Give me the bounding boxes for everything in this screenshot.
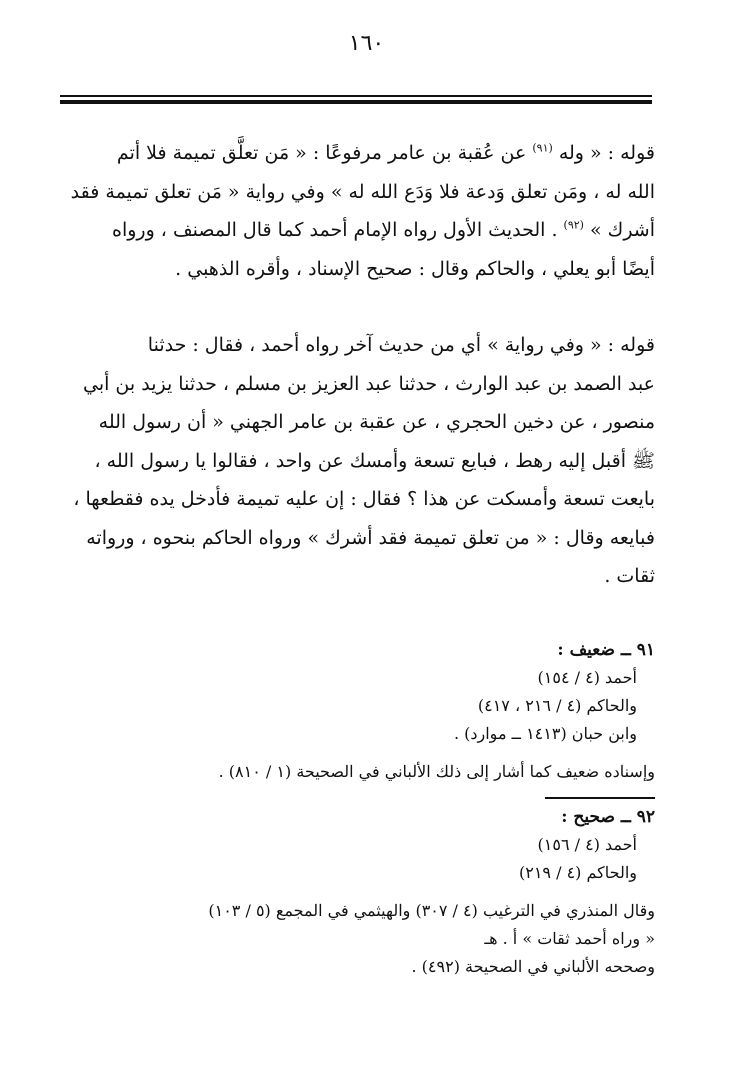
footnote-91-source-2: والحاكم (٤ / ٢١٦ ، ٤١٧) — [477, 696, 637, 715]
footnote-92 — [59, 803, 655, 981]
paragraph-2-line-2: عبد الصمد بن عبد الوارث ، حدثنا عبد العزيز بن مسلم ، حدثنا يزيد بن أبي — [82, 372, 655, 395]
footnote-92-heading: ٩٢ ــ صحيح : — [561, 807, 655, 827]
footnote-91-source-1: أحمد (٤ / ١٥٤) — [537, 668, 637, 687]
footnote-91 — [59, 636, 655, 786]
footnote-ref-92[interactable]: (٩٢) — [563, 218, 584, 232]
paragraph-2-line-1: قوله : « وفي رواية » أي من حديث آخر رواه أحمد ، فقال : حدثنا — [147, 334, 655, 356]
paragraph-1-line-4: أيضًا أبو يعلي ، والحاكم وقال : صحيح الإسناد ، وأقره الذهبي . — [175, 257, 655, 280]
footnote-91-note: وإسناده ضعيف كما أشار إلى ذلك الألباني في الصحيحة (١ / ٨١٠) . — [218, 762, 655, 781]
header-rule-thin — [60, 95, 652, 97]
footnote-91-heading: ٩١ ــ ضعيف : — [557, 640, 655, 660]
paragraph-2-line-4: ﷺ أقبل إليه رهط ، فبايع تسعة وأمسك عن واحد ، فقالوا يا رسول الله ، — [94, 449, 655, 472]
footnote-91-gap — [59, 748, 655, 758]
paragraph-1 — [59, 134, 655, 288]
footnote-92-note-2: « وراه أحمد ثقات » أ . هـ — [484, 929, 655, 948]
paragraph-2 — [59, 326, 655, 596]
footnote-92-gap — [59, 887, 655, 897]
paragraph-2-line-3: منصور ، عن دخين الحجري ، عن عقبة بن عامر الجهني « أن رسول الله — [98, 411, 655, 433]
header-rule-thick — [60, 100, 652, 104]
footnote-92-source-1: أحمد (٤ / ١٥٦) — [537, 835, 637, 854]
footnote-92-note-3: وصححه الألباني في الصحيحة (٤٩٢) . — [411, 957, 655, 976]
footnote-92-note-1: وقال المنذري في الترغيب (٤ / ٣٠٧) والهيثمي في المجمع (٥ / ١٠٣) — [208, 901, 655, 920]
paragraph-1-line-3: أشرك » $^{(٩٢)}$ . الحديث الأول رواه الإمام أحمد كما قال المصنف ، ورواه — [111, 218, 655, 241]
footnote-91-source-3: وابن حبان (١٤١٣ ــ موارد) . — [453, 724, 637, 743]
paragraph-2-line-5: بايعت تسعة وأمسكت عن هذا ؟ فقال : إن عليه تميمة فأدخل يده فقطعها ، — [73, 488, 655, 510]
footnote-separator — [545, 797, 655, 799]
paragraph-1-line-1: قوله : « وله $^{(٩١)}$ عن عُقبة بن عامر مرفوعًا : « مَن تعلَّق تميمة فلا أتم — [116, 141, 655, 164]
paragraph-2-line-7: ثقات . — [604, 565, 655, 587]
footnote-92-source-2: والحاكم (٤ / ٢١٩) — [518, 863, 637, 882]
page-number: ١٦٠ — [348, 31, 385, 56]
paragraph-2-line-6: فبايعه وقال : « من تعلق تميمة فقد أشرك » ورواه الحاكم بنحوه ، ورواته — [86, 526, 655, 549]
footnote-ref-91[interactable]: (٩١) — [532, 141, 553, 155]
paragraph-1-line-2: الله له ، ومَن تعلق وَدعة فلا وَدَع الله له » وفي رواية « مَن تعلق تميمة فقد — [70, 180, 655, 203]
